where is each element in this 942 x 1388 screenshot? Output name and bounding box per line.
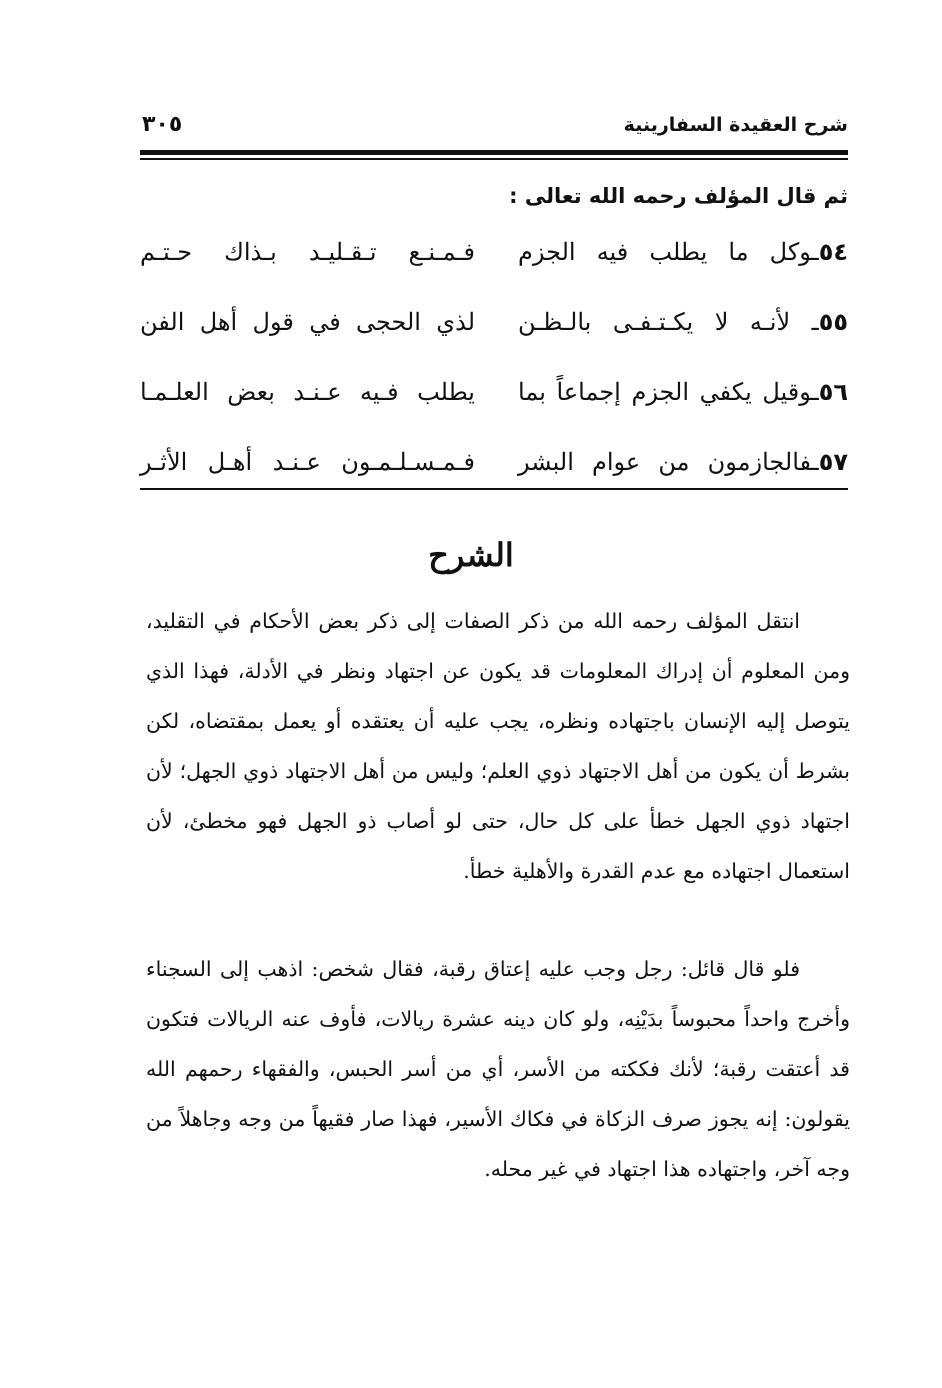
verse-number: ٥٥	[818, 308, 848, 336]
verse-number: ٥٤	[818, 238, 848, 266]
verse-block	[140, 232, 848, 512]
verse-line	[140, 442, 848, 512]
verse-line	[140, 372, 848, 442]
header-divider	[140, 150, 848, 160]
verse-second-hemistich: لذي الحجى في قول أهل الفن	[140, 308, 475, 336]
verse-number: ٥٧	[818, 448, 848, 476]
commentary-paragraph	[146, 596, 850, 896]
page-header	[140, 112, 848, 148]
verses-divider	[140, 488, 848, 490]
verse-second-hemistich: يطلب فـيه عـنـد بعض العلـمـا	[140, 378, 475, 406]
verse-first-text: ـوكل ما يطلب فيه الجزم	[518, 238, 819, 266]
commentary-paragraph	[146, 944, 850, 1194]
verse-number: ٥٦	[818, 378, 848, 406]
header-divider-thick	[140, 150, 848, 155]
paragraph-text: فلو قال قائل: رجل وجب عليه إعتاق رقبة، فقال شخص: اذهب إلى السجناء وأخرج واحداً محبوساً بدَيْنِه، ولو كان دينه عشرة ريالات، فأوف عنه الريالات فتكون قد أعتقت رقبة؛ لأنك فككته من الأسر، أي من أسر الحبس، والفقهاء رحمهم الله يقولون: إنه يجوز صرف الزكاة في فكاك الأسير، فهذا صار فقيهاً من وجه وجاهلاً من وجه آخر، واجتهاده هذا اجتهاد في غير محله.	[146, 957, 850, 1181]
running-title: شرح العقيدة السفارينية	[623, 114, 848, 136]
verse-first-text: ـوقيل يكفي الجزم إجماعاً بما	[518, 378, 819, 406]
verse-first-hemistich	[518, 308, 848, 336]
header-divider-thin	[140, 158, 848, 160]
verse-second-hemistich: فـمـسـلـمـون عـنـد أهـل الأثـر	[140, 448, 475, 476]
verses-intro: ثم قال المؤلف رحمه الله تعالى :	[509, 184, 848, 208]
verse-second-hemistich: فـمـنـع تـقـليـد بـذاك حـتـم	[140, 238, 475, 266]
verse-first-hemistich	[518, 378, 848, 406]
paragraph-text: انتقل المؤلف رحمه الله من ذكر الصفات إلى ذكر بعض الأحكام في التقليد، ومن المعلوم أن إدراك المعلومات قد يكون عن اجتهاد ونظر في الأدلة، فهذا الذي يتوصل إليه الإنسان باجتهاده ونظره، يجب عليه أن يعتقده أو يعمل بمقتضاه، لكن بشرط أن يكون من أهل الاجتهاد ذوي العلم؛ وليس من أهل الاجتهاد ذوي الجهل؛ لأن اجتهاد ذوي الجهل خطأ على كل حال، حتى لو أصاب ذو الجهل فهو مخطئ، لأن استعمال اجتهاده مع عدم القدرة والأهلية خطأ.	[146, 609, 850, 883]
verse-first-text: ـفالجازمون من عوام البشر	[518, 448, 819, 476]
page-number: ٣٠٥	[142, 112, 183, 137]
verse-first-text: ـ لأنـه لا يكـتـفـى بالـظـن	[518, 308, 819, 336]
section-title: الشرح	[428, 536, 514, 574]
verse-first-hemistich	[518, 238, 848, 266]
verse-first-hemistich	[518, 448, 848, 476]
verse-line	[140, 302, 848, 372]
verse-line	[140, 232, 848, 302]
